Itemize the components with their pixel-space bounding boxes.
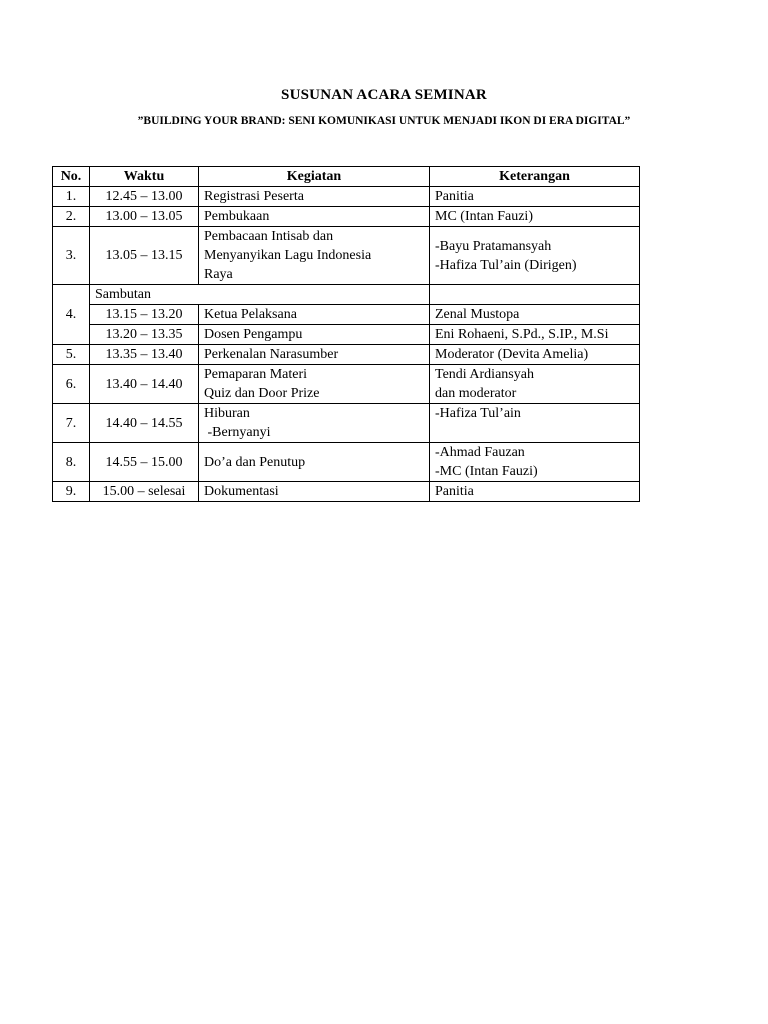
kegiatan-line: Raya [204, 267, 233, 282]
table-row [53, 227, 640, 285]
header-row [53, 167, 640, 187]
cell-waktu: 15.00 – selesai [90, 482, 199, 502]
header-waktu: Waktu [90, 167, 199, 187]
cell-keterangan [430, 365, 640, 404]
cell-keterangan: Zenal Mustopa [430, 305, 640, 325]
cell-no: 2. [53, 207, 90, 227]
keterangan-line: Tendi Ardiansyah [435, 367, 534, 382]
cell-waktu: 14.40 – 14.55 [90, 404, 199, 443]
cell-waktu: 13.20 – 13.35 [90, 325, 199, 345]
table-subrow [53, 305, 640, 325]
cell-kegiatan: Perkenalan Narasumber [199, 345, 430, 365]
cell-keterangan: Eni Rohaeni, S.Pd., S.IP., M.Si [430, 325, 640, 345]
keterangan-line: -MC (Intan Fauzi) [435, 464, 538, 479]
keterangan-line: -Hafiza Tul’ain (Dirigen) [435, 257, 577, 273]
cell-no: 5. [53, 345, 90, 365]
cell-keterangan [430, 227, 640, 285]
cell-waktu: 13.05 – 13.15 [90, 227, 199, 285]
schedule-table [52, 166, 640, 502]
cell-waktu: 13.40 – 14.40 [90, 365, 199, 404]
kegiatan-line: Hiburan [204, 406, 250, 421]
cell-kegiatan [199, 227, 430, 285]
cell-no: 9. [53, 482, 90, 502]
table-header [53, 167, 640, 187]
table-row [53, 207, 640, 227]
cell-no: 1. [53, 187, 90, 207]
keterangan-line: -Ahmad Fauzan [435, 445, 525, 460]
kegiatan-line: -Bernyanyi [204, 425, 271, 440]
header-kegiatan: Kegiatan [199, 167, 430, 187]
cell-waktu: 13.15 – 13.20 [90, 305, 199, 325]
keterangan-line: -Hafiza Tul’ain [435, 406, 521, 421]
table-row [53, 404, 640, 443]
cell-no: 3. [53, 227, 90, 285]
keterangan-line: -Bayu Pratamansyah [435, 238, 552, 254]
cell-no: 4. [53, 285, 90, 345]
cell-waktu: 14.55 – 15.00 [90, 443, 199, 482]
cell-waktu: 13.00 – 13.05 [90, 207, 199, 227]
cell-section-header: Sambutan [90, 285, 430, 305]
table-row [53, 187, 640, 207]
cell-keterangan [430, 285, 640, 305]
header-no: No. [53, 167, 90, 187]
document-title: SUSUNAN ACARA SEMINAR [281, 87, 487, 103]
cell-no: 7. [53, 404, 90, 443]
cell-kegiatan: Registrasi Peserta [199, 187, 430, 207]
cell-keterangan: MC (Intan Fauzi) [430, 207, 640, 227]
cell-no: 6. [53, 365, 90, 404]
header-keterangan: Keterangan [430, 167, 640, 187]
document-subtitle: ”BUILDING YOUR BRAND: SENI KOMUNIKASI UNTUK MENJADI IKON DI ERA DIGITAL” [137, 115, 631, 127]
table-body [53, 187, 640, 502]
table-row [53, 365, 640, 404]
cell-no: 8. [53, 443, 90, 482]
cell-keterangan: Panitia [430, 187, 640, 207]
cell-kegiatan: Pembukaan [199, 207, 430, 227]
kegiatan-line: Quiz dan Door Prize [204, 386, 320, 401]
cell-kegiatan: Dokumentasi [199, 482, 430, 502]
cell-keterangan [430, 443, 640, 482]
cell-kegiatan: Do’a dan Penutup [199, 443, 430, 482]
kegiatan-line: Menyanyikan Lagu Indonesia [204, 248, 372, 263]
cell-keterangan [430, 404, 640, 443]
cell-kegiatan: Ketua Pelaksana [199, 305, 430, 325]
cell-waktu: 13.35 – 13.40 [90, 345, 199, 365]
kegiatan-line: Pemaparan Materi [204, 367, 308, 382]
table-row [53, 345, 640, 365]
cell-keterangan: Moderator (Devita Amelia) [430, 345, 640, 365]
cell-keterangan: Panitia [430, 482, 640, 502]
cell-waktu: 12.45 – 13.00 [90, 187, 199, 207]
table-row [53, 482, 640, 502]
kegiatan-line: Pembacaan Intisab dan [204, 229, 334, 244]
table-subrow [53, 325, 640, 345]
cell-kegiatan [199, 404, 430, 443]
table-row [53, 285, 640, 305]
cell-kegiatan [199, 365, 430, 404]
cell-kegiatan: Dosen Pengampu [199, 325, 430, 345]
table-row [53, 443, 640, 482]
keterangan-line: dan moderator [435, 386, 517, 401]
